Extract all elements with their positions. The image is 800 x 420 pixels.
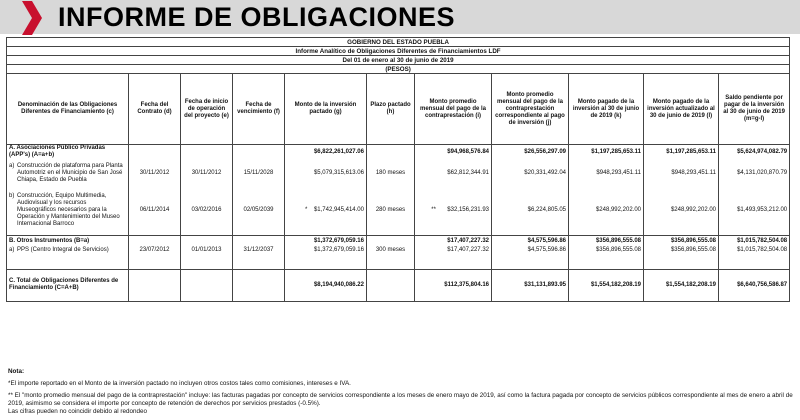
cell-value: $112,375,804.16 (415, 269, 492, 301)
notes-title: Nota: (8, 368, 25, 375)
cell-value: 23/07/2012 (129, 247, 181, 269)
col-header-paid: Monto pagado de la inversión al 30 de junio de 2019 (k) (569, 74, 644, 145)
cell-value: $4,575,596.86 (492, 247, 569, 269)
table-row (7, 187, 790, 235)
col-header-investment: Monto de la inversión pactado (g) (285, 74, 367, 145)
notes-section (8, 368, 793, 416)
cell-value: 30/11/2012 (181, 159, 233, 187)
table-row (7, 145, 790, 160)
header-government: GOBIERNO DEL ESTADO PUEBLA (7, 38, 790, 47)
cell-value: $31,131,893.95 (492, 269, 569, 301)
total-label: C. Total de Obligaciones Diferentes de Financiamiento (C=A+B) (7, 269, 129, 301)
cell-value: $5,624,974,082.79 (719, 145, 790, 160)
cell-value: $248,992,202.00 (569, 187, 644, 235)
cell-value: 30/11/2012 (129, 159, 181, 187)
note-2: ** El "monto promedio mensual del pago de la contraprestación" incluye: las facturas pagadas por concepto de servicios correspondiente a los meses de enero mayo de 2019, así como la factura pagada por concepto de servicios públicos correspondiente al mes de enero a abril de 2019, asimismo se considera el importe por concepto de retención de derechos por servicios prestados (-0.5%). (8, 392, 793, 407)
cell-value: 300 meses (367, 247, 415, 269)
banner-title: INFORME DE OBLIGACIONES (58, 2, 456, 32)
cell-value: $356,896,555.08 (644, 247, 719, 269)
cell-value: $6,822,261,027.06 (285, 145, 367, 160)
cell-value: $17,407,227.32 (415, 247, 492, 269)
row-letter: a) (9, 247, 15, 253)
cell-value: $8,194,940,086.22 (285, 269, 367, 301)
cell-value: $5,079,315,613.06 (285, 159, 367, 187)
col-header-paid-updated: Monto pagado de la inversión actualizado al 30 de junio de 2019 (l) (644, 74, 719, 145)
cell-value: $356,896,555.08 (569, 235, 644, 247)
cell-value: 03/02/2016 (181, 187, 233, 235)
cell-value: $248,992,202.00 (644, 187, 719, 235)
cell-value: $1,197,285,653.11 (644, 145, 719, 160)
cell-value: $356,896,555.08 (644, 235, 719, 247)
row-label: Construcción de plataforma para Planta Automotriz en el Municipio de San José Chiapa, Estado de Puebla (17, 162, 123, 183)
cell-value: $1,015,782,504.08 (719, 235, 790, 247)
cell-value: $26,556,297.09 (492, 145, 569, 160)
note-3: Las cifras pueden no coincidir debido al redondeo (8, 408, 147, 415)
cell-value: $17,407,227.32 (415, 235, 492, 247)
cell-value: $1,015,782,504.08 (719, 247, 790, 269)
table-row (7, 269, 790, 301)
col-header-term: Plazo pactado (h) (367, 74, 415, 145)
table-row (7, 247, 790, 269)
col-header-denomination: Denominación de las Obligaciones Diferentes de Financiamiento (c) (7, 74, 129, 145)
cell-value: $1,372,679,059.16 (285, 247, 367, 269)
cell-value: $4,575,596.86 (492, 235, 569, 247)
col-header-contract-date: Fecha del Contrato (d) (129, 74, 181, 145)
cell-value: $6,640,756,586.87 (719, 269, 790, 301)
cell-value: $1,742,945,414.00 (313, 207, 364, 214)
cell-value: $948,293,451.11 (644, 159, 719, 187)
footnote-mark: * (304, 207, 308, 214)
col-header-balance: Saldo pendiente por pagar de la inversión al 30 de junio de 2019 (m=g-l) (719, 74, 790, 145)
row-letter: b) (9, 193, 15, 200)
cell-value: 31/12/2037 (233, 247, 285, 269)
note-1: *El importe reportado en el Monto de la inversión pactado no incluyen otros costos tales como comisiones, intereses e IVA. (8, 380, 351, 387)
obligations-table (6, 37, 790, 302)
cell-value: $1,554,182,208.19 (644, 269, 719, 301)
col-header-start-date: Fecha de inicio de operación del proyecto (e) (181, 74, 233, 145)
header-report-name: Informe Analítico de Obligaciones Diferentes de Financiamientos LDF (7, 47, 790, 56)
cell-value: $948,293,451.11 (569, 159, 644, 187)
row-label: PPS (Centro Integral de Servicios) (17, 247, 109, 253)
cell-value: 180 meses (367, 159, 415, 187)
cell-value: $1,372,679,059.16 (285, 235, 367, 247)
header-period: Del 01 de enero al 30 de junio de 2019 (7, 56, 790, 65)
cell-value: 02/05/2039 (233, 187, 285, 235)
cell-value: 06/11/2014 (129, 187, 181, 235)
row-letter: a) (9, 162, 15, 169)
cell-value: $1,554,182,208.19 (569, 269, 644, 301)
cell-value: 280 meses (367, 187, 415, 235)
col-header-monthly-payment: Monto promedio mensual del pago de la contraprestación (i) (415, 74, 492, 145)
row-label: Construcción, Equipo Multimedia, Audiovisual y los recursos Museográficos necesarios para la Operación y Mantenimiento del Museo Internacional Barroco (17, 193, 120, 228)
cell-value: $62,812,344.91 (415, 159, 492, 187)
section-a-label: A. Asociaciones Público Privadas (APP's) (A=a+b) (7, 145, 129, 160)
col-header-monthly-investment-payment: Monto promedio mensual del pago de la contraprestación correspondiente al pago de inversión (j) (492, 74, 569, 145)
cell-value: $356,896,555.08 (569, 247, 644, 269)
cell-value: $94,968,576.84 (415, 145, 492, 160)
report-banner (0, 0, 800, 34)
cell-value: $1,493,953,212.00 (719, 187, 790, 235)
cell-value: $20,331,492.04 (492, 159, 569, 187)
table-row (7, 159, 790, 187)
footnote-mark: ** (431, 207, 436, 214)
cell-value: 01/01/2013 (181, 247, 233, 269)
table-row (7, 235, 790, 247)
cell-value: $1,197,285,653.11 (569, 145, 644, 160)
col-header-due-date: Fecha de vencimiento (f) (233, 74, 285, 145)
header-currency: (PESOS) (7, 65, 790, 74)
section-b-label: B. Otros Instrumentos (B=a) (7, 235, 129, 247)
cell-value: $4,131,020,870.79 (719, 159, 790, 187)
cell-value: $6,224,805.05 (492, 187, 569, 235)
cell-value: 15/11/2028 (233, 159, 285, 187)
cell-value: $32,156,231.93 (447, 207, 489, 214)
